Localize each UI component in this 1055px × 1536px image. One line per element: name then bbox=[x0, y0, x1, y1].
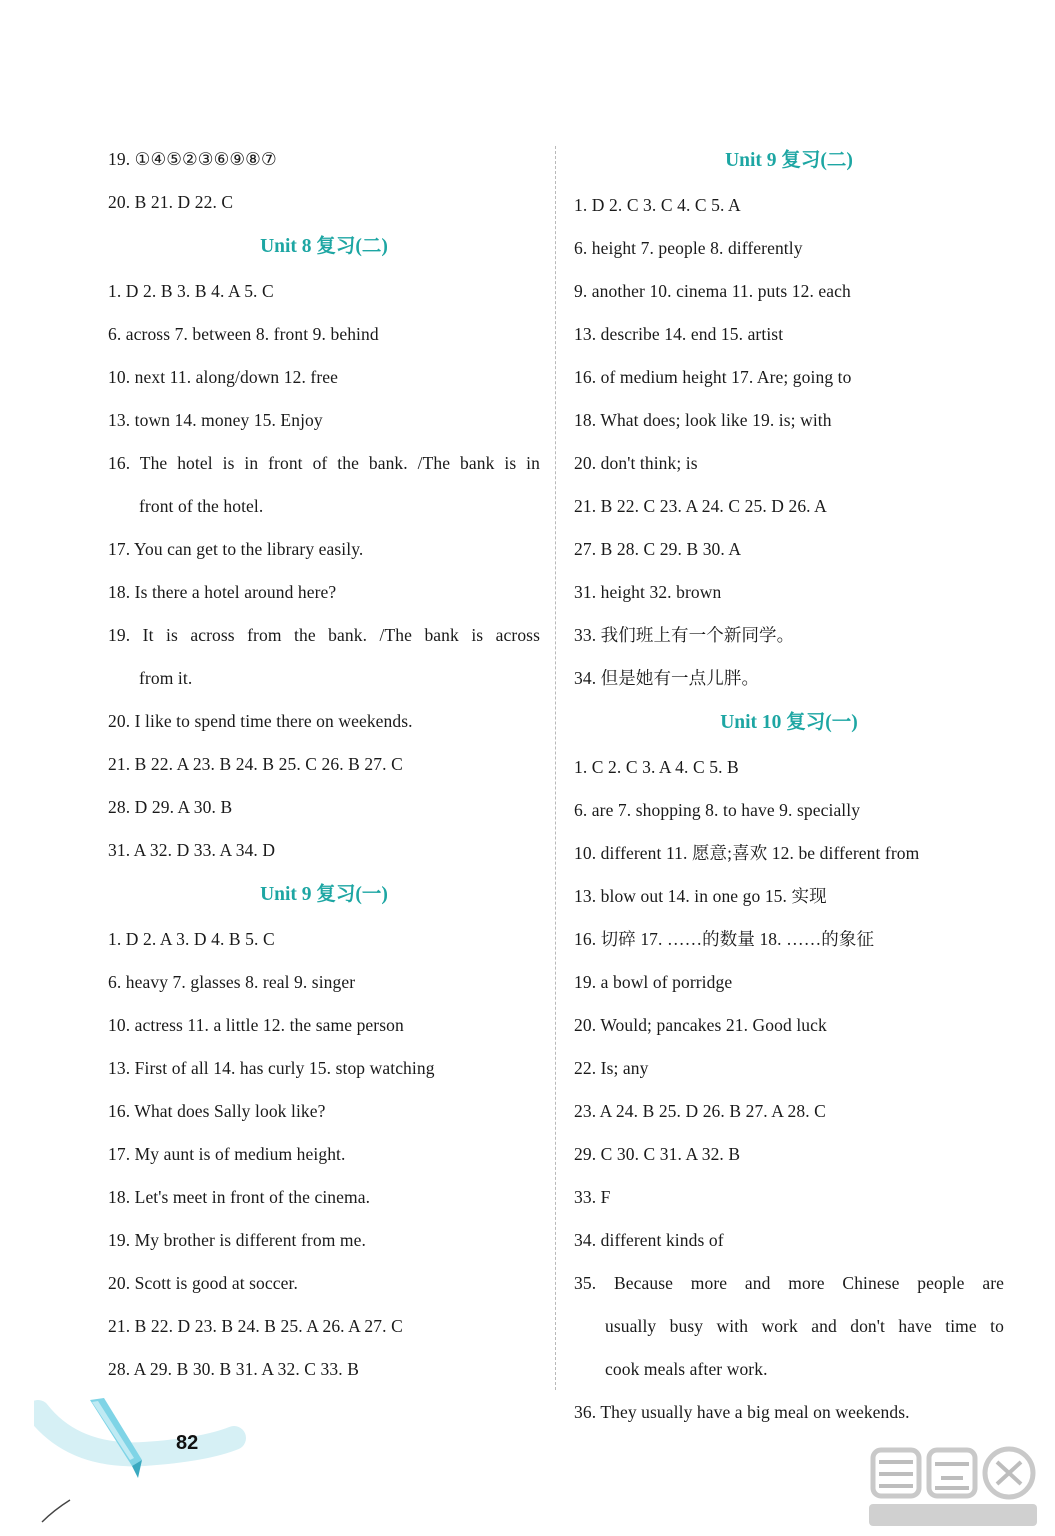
answer-line: from it. bbox=[139, 668, 193, 688]
answer-line: 1. D 2. A 3. D 4. B 5. C bbox=[108, 929, 275, 949]
answer-line: 21. B 22. C 23. A 24. C 25. D 26. A bbox=[574, 496, 827, 516]
answer-line: 29. C 30. C 31. A 32. B bbox=[574, 1144, 741, 1164]
answer-line: 27. B 28. C 29. B 30. A bbox=[574, 539, 742, 559]
left-answer-column bbox=[108, 138, 540, 1391]
answer-line: 19. My brother is different from me. bbox=[108, 1230, 366, 1250]
answer-line: 21. B 22. D 23. B 24. B 25. A 26. A 27. C bbox=[108, 1316, 403, 1336]
answer-line: 16. of medium height 17. Are; going to bbox=[574, 367, 852, 387]
answer-line: cook meals after work. bbox=[605, 1359, 768, 1379]
answer-line: 33. F bbox=[574, 1187, 611, 1207]
answer-line: 36. They usually have a big meal on weekends. bbox=[574, 1402, 910, 1422]
answer-line: 6. heavy 7. glasses 8. real 9. singer bbox=[108, 972, 356, 992]
answer-line: 31. height 32. brown bbox=[574, 582, 722, 602]
answer-line: 16. What does Sally look like? bbox=[108, 1101, 326, 1121]
answer-line: 33. 我们班上有一个新同学。 bbox=[574, 625, 795, 645]
answer-line: 20. Would; pancakes 21. Good luck bbox=[574, 1015, 827, 1035]
answer-line: 34. different kinds of bbox=[574, 1230, 724, 1250]
answer-line: 6. across 7. between 8. front 9. behind bbox=[108, 324, 379, 344]
answer-line: 13. town 14. money 15. Enjoy bbox=[108, 410, 323, 430]
answer-line: 28. A 29. B 30. B 31. A 32. C 33. B bbox=[108, 1359, 359, 1379]
answer-line: 17. You can get to the library easily. bbox=[108, 539, 364, 559]
answer-line: usually busy with work and don't have time to bbox=[605, 1316, 1004, 1336]
watermark-logo-icon bbox=[865, 1444, 1041, 1530]
answer-line: 13. blow out 14. in one go 15. 实现 bbox=[574, 886, 827, 906]
right-answer-column bbox=[574, 138, 1004, 1434]
answer-line: 18. What does; look like 19. is; with bbox=[574, 410, 832, 430]
answer-line: 10. different 11. 愿意;喜欢 12. be different from bbox=[574, 843, 920, 863]
answer-line: 16. The hotel is in front of the bank. /The bank is in bbox=[108, 453, 540, 473]
section-heading: Unit 9 复习(一) bbox=[260, 884, 388, 905]
answer-line: 22. Is; any bbox=[574, 1058, 649, 1078]
answer-line: 35. Because more and more Chinese people are bbox=[574, 1273, 1004, 1293]
answer-line: 17. My aunt is of medium height. bbox=[108, 1144, 346, 1164]
answer-line: 6. height 7. people 8. differently bbox=[574, 238, 803, 258]
answer-line: 19. ①④⑤②③⑥⑨⑧⑦ bbox=[108, 149, 277, 169]
answer-line: 1. C 2. C 3. A 4. C 5. B bbox=[574, 757, 739, 777]
section-heading: Unit 8 复习(二) bbox=[260, 236, 388, 257]
answer-line: 20. don't think; is bbox=[574, 453, 698, 473]
answer-line: 19. It is across from the bank. /The bank is across bbox=[108, 625, 540, 645]
pen-decoration-icon bbox=[34, 1398, 264, 1488]
answer-line: 16. 切碎 17. ……的数量 18. ……的象征 bbox=[574, 929, 875, 949]
answer-line: 20. Scott is good at soccer. bbox=[108, 1273, 298, 1293]
answer-line: 18. Let's meet in front of the cinema. bbox=[108, 1187, 371, 1207]
answer-line: 1. D 2. C 3. C 4. C 5. A bbox=[574, 195, 741, 215]
answer-line: 31. A 32. D 33. A 34. D bbox=[108, 840, 276, 860]
section-heading: Unit 9 复习(二) bbox=[725, 150, 853, 171]
column-divider bbox=[555, 146, 556, 1390]
answer-line: 28. D 29. A 30. B bbox=[108, 797, 233, 817]
answer-line: 20. B 21. D 22. C bbox=[108, 192, 234, 212]
answer-line: 19. a bowl of porridge bbox=[574, 972, 733, 992]
pen-stroke-mark-icon bbox=[40, 1496, 80, 1526]
answer-line: 21. B 22. A 23. B 24. B 25. C 26. B 27. C bbox=[108, 754, 403, 774]
answer-line: 6. are 7. shopping 8. to have 9. specially bbox=[574, 800, 861, 820]
answer-line: 18. Is there a hotel around here? bbox=[108, 582, 337, 602]
answer-line: 10. actress 11. a little 12. the same person bbox=[108, 1015, 404, 1035]
answer-line: 13. First of all 14. has curly 15. stop watching bbox=[108, 1058, 435, 1078]
section-heading: Unit 10 复习(一) bbox=[720, 712, 858, 733]
page-number: 82 bbox=[176, 1432, 199, 1454]
answer-line: 9. another 10. cinema 11. puts 12. each bbox=[574, 281, 851, 301]
answer-line: 34. 但是她有一点儿胖。 bbox=[574, 668, 760, 688]
answer-line: 20. I like to spend time there on weekends. bbox=[108, 711, 413, 731]
answer-line: 10. next 11. along/down 12. free bbox=[108, 367, 338, 387]
answer-line: 23. A 24. B 25. D 26. B 27. A 28. C bbox=[574, 1101, 826, 1121]
answer-line: front of the hotel. bbox=[139, 496, 264, 516]
answer-line: 1. D 2. B 3. B 4. A 5. C bbox=[108, 281, 274, 301]
answer-line: 13. describe 14. end 15. artist bbox=[574, 324, 784, 344]
